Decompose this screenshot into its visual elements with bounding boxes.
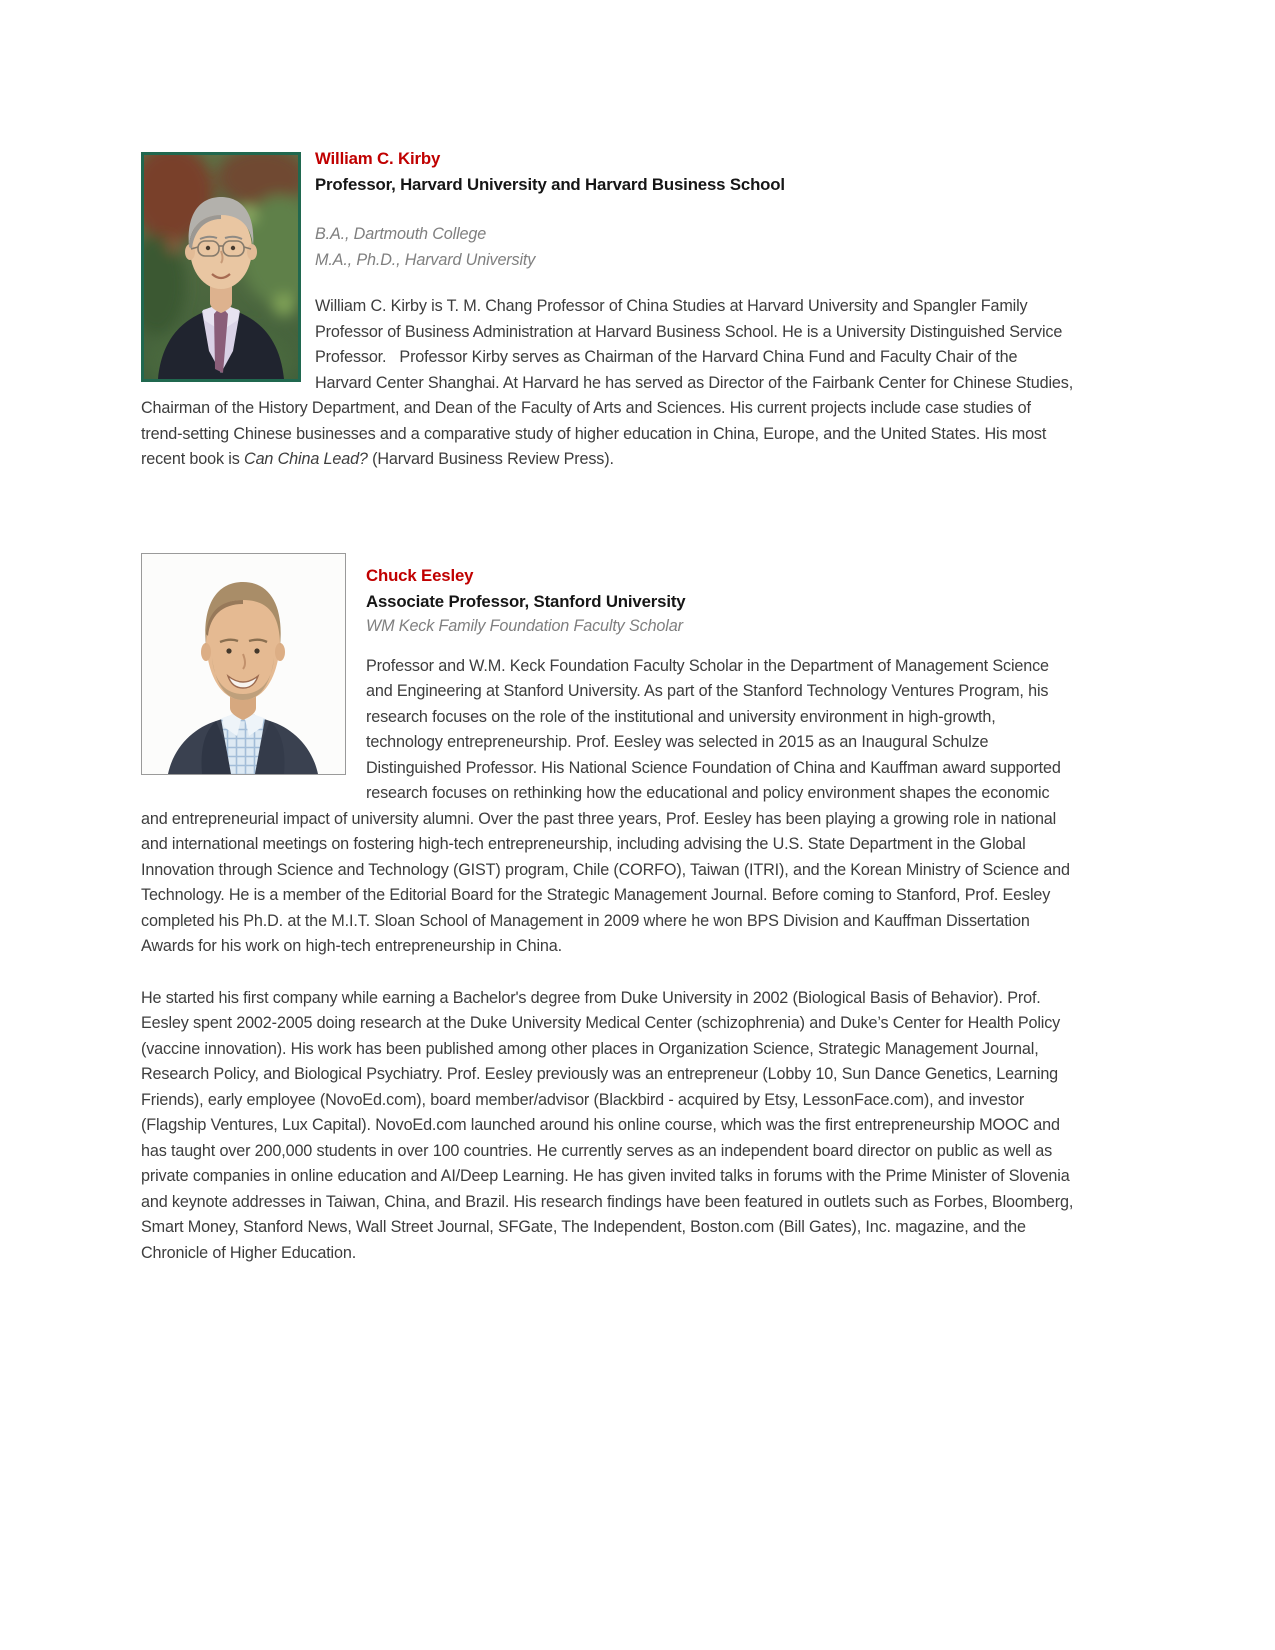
bio-paragraph: He started his first company while earning a Bachelor's degree from Duke University in 2002 (Biological Basis of Behavior). Prof. Eesley spent 2002-2005 doing research at the Duke University Medical Center (schizophrenia) and Duke’s Center for Health Policy (vaccine innovation). His work has been published among other places in Organization Science, Strategic Management Journal, Research Policy, and Biological Psychiatry. Prof. Eesley previously was an entrepreneur (Lobby 10, Sun Dance Genetics, Learning Friends), early employee (NovoEd.com), board member/advisor (Blackbird - acquired by Etsy, LessonFace.com), and investor (Flagship Ventures, Lux Capital). NovoEd.com launched around his online course, which was the first entrepreneurship MOOC and has taught over 200,000 students in over 100 countries. He currently serves as an independent board director on public as well as private companies in online education and AI/Deep Learning. He has given invited talks in forums with the Prime Minister of Slovenia and keynote addresses in Taiwan, China, and Brazil. His research findings have been featured in outlets such as Forbes, Bloomberg, Smart Money, Stanford News, Wall Street Journal, SFGate, The Independent, Boston.com (Bill Gates), Inc. magazine, and the Chronicle of Higher Education. bbox=[141, 988, 1074, 1262]
person-title: Professor, Harvard University and Harvard Business School bbox=[315, 174, 785, 194]
credential-line: M.A., Ph.D., Harvard University bbox=[315, 250, 536, 269]
person-title: Associate Professor, Stanford University bbox=[366, 591, 686, 611]
person-name: Chuck Eesley bbox=[366, 566, 474, 585]
book-title-italic: Can China Lead? bbox=[244, 450, 368, 468]
credential-line: B.A., Dartmouth College bbox=[315, 225, 487, 243]
kirby-portrait-photo bbox=[141, 152, 301, 382]
person-name: William C. Kirby bbox=[315, 149, 441, 168]
bio-text: (Harvard Business Review Press). bbox=[367, 450, 614, 468]
eesley-portrait-illustration bbox=[142, 554, 345, 774]
credential-line: WM Keck Family Foundation Faculty Scholar bbox=[366, 617, 683, 635]
bio-paragraph: Professor and W.M. Keck Foundation Faculty Scholar in the Department of Management Science and Engineering at Stanford University. As part of the Stanford Technology Ventures Program, his research focuses on the role of the institutional and university environment in high-growth, technology entrepreneurship. Prof. Eesley was selected in 2015 as an Inaugural Schulze Distinguished Professor. His National Science Foundation of China and Kauffman award supported research focuses on rethinking how the educational and policy environment shapes the economic and entrepreneurial impact of university alumni. Over the past three years, Prof. Eesley has been playing a growing role in national and international meetings on fostering high-tech entrepreneurship, including advising the U.S. State Department in the Global Innovation through Science and Technology (GIST) program, Chile (CORFO), Taiwan (ITRI), and the Korean Ministry of Science and Technology. He is a member of the Editorial Board for the Strategic Management Journal. Before coming to Stanford, Prof. Eesley completed his Ph.D. at the M.I.T. Sloan School of Management in 2009 where he won BPS Division and Kauffman Dissertation Awards for his work on high-tech entrepreneurship in China. bbox=[141, 656, 1070, 955]
kirby-portrait-illustration bbox=[144, 155, 298, 379]
eesley-portrait-photo bbox=[141, 553, 346, 775]
bio-section-eesley bbox=[141, 551, 1075, 1266]
bio-text: William C. Kirby is T. M. Chang Professor of China Studies at Harvard University and Spangler Family Professor of Business Administration at Harvard Business School. He is a University Distinguished Service Professor. Professor Kirby serves as Chairman of the Harvard China Fund and Faculty Chair of the Harvard Center Shanghai. At Harvard he has served as Director of the Fairbank Center for Chinese Studies, Chairman of the History Department, and Dean of the Faculty of Arts and Sciences. His current projects include case studies of trend-setting Chinese businesses and a comparative study of higher education in China, Europe, and the United States. His most recent book is bbox=[141, 297, 1074, 468]
bio-section-kirby bbox=[141, 146, 1075, 473]
